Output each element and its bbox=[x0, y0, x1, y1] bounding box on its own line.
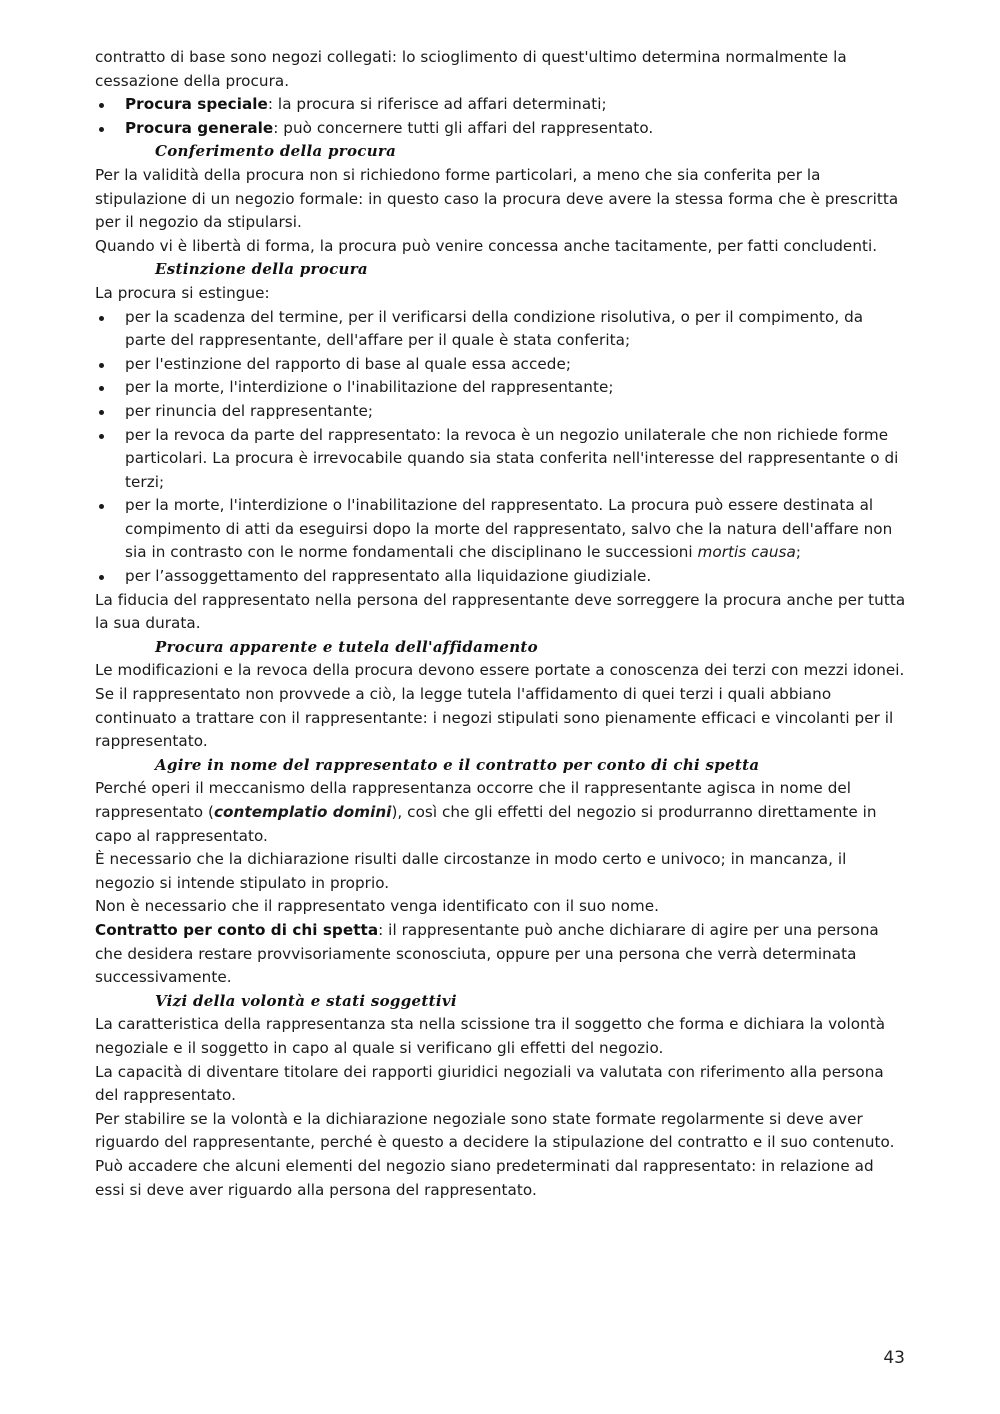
paragraph: Quando vi è libertà di forma, la procura può venire concessa anche tacitamente, per fatti concludenti. bbox=[95, 236, 878, 255]
paragraph: La procura si estingue: bbox=[95, 283, 270, 302]
paragraph: Le modificazioni e la revoca della procura devono essere portate a conoscenza dei terzi con mezzi idonei. bbox=[95, 661, 905, 680]
list-item: per la morte, l'interdizione o l'inabilitazione del rappresentato. La procura può essere destinata al compimento di atti da eseguirsi dopo la morte del rappresentato, salvo che la natura dell'affare non sia in contrasto con le norme fondamentali che disciplinano le successioni mortis causa; bbox=[95, 494, 907, 565]
intro-line-2: cessazione della procura. bbox=[95, 71, 290, 90]
contemplatio-domini-term: contemplatio domini bbox=[213, 803, 392, 821]
paragraph: La fiducia del rappresentato nella persona del rappresentante deve sorreggere la procura anche per tutta la sua durata. bbox=[95, 590, 906, 633]
list-item: per l'estinzione del rapporto di base al quale essa accede; bbox=[95, 353, 907, 377]
section-heading-apparente: Procura apparente e tutela dell'affidamento bbox=[155, 637, 538, 656]
paragraph: Perché operi il meccanismo della rappresentanza occorre che il rappresentante agisca in nome del rappresentato (contemplatio domini), così che gli effetti del negozio si produrranno direttamente in capo al rappresentato. bbox=[95, 779, 877, 845]
list-item: per rinuncia del rappresentante; bbox=[95, 400, 907, 424]
list-item: Procura speciale: la procura si riferisce ad affari determinati; bbox=[95, 93, 907, 117]
document-page bbox=[95, 46, 907, 1202]
paragraph: La caratteristica della rappresentanza sta nella scissione tra il soggetto che forma e dichiara la volontà negoziale e il soggetto in capo al quale si verificano gli effetti del negozio. bbox=[95, 1015, 886, 1057]
paragraph: Per la validità della procura non si richiedono forme particolari, a meno che sia conferita per la stipulazione di un negozio formale: in questo caso la procura deve avere la stessa forma che è prescritta per il negozio da stipularsi. bbox=[95, 165, 899, 232]
section-heading-estinzione: Estinzione della procura bbox=[155, 260, 368, 279]
term: Procura speciale bbox=[125, 95, 268, 114]
paragraph: Contratto per conto di chi spetta: il rappresentante può anche dichiarare di agire per una persona che desidera restare provvisoriamente sconosciuta, oppure per una persona che verrà determinata successivamente. bbox=[95, 920, 879, 987]
section-heading-conferimento: Conferimento della procura bbox=[155, 142, 397, 161]
paragraph: Per stabilire se la volontà e la dichiarazione negoziale sono state formate regolarmente si deve aver riguardo del rappresentante, perché è questo a decidere la stipulazione del contratto e il suo contenuto. bbox=[95, 1109, 895, 1152]
term: Contratto per conto di chi spetta bbox=[95, 920, 379, 939]
intro-line-1: contratto di base sono negozi collegati: lo scioglimento di quest'ultimo determina normalmente la bbox=[95, 48, 847, 66]
list-item: per la scadenza del termine, per il verificarsi della condizione risolutiva, o per il compimento, da parte del rappresentante, dell'affare per il quale è stata conferita; bbox=[95, 306, 907, 353]
page-number: 43 bbox=[883, 1348, 905, 1368]
section-heading-agire: Agire in nome del rappresentato e il contratto per conto di chi spetta bbox=[155, 755, 760, 774]
list-item: per la revoca da parte del rappresentato: la revoca è un negozio unilaterale che non richiede forme particolari. La procura è irrevocabile quando sia stata conferita nell'interesse del rappresentante o di terzi; bbox=[95, 424, 907, 495]
procura-types-list bbox=[95, 93, 907, 140]
paragraph: È necessario che la dichiarazione risulti dalle circostanze in modo certo e univoco; in mancanza, il negozio si intende stipulato in proprio. bbox=[95, 850, 847, 892]
paragraph: La capacità di diventare titolare dei rapporti giuridici negoziali va valutata con riferimento alla persona del rappresentato. bbox=[95, 1062, 884, 1105]
list-item: per l’assoggettamento del rappresentato alla liquidazione giudiziale. bbox=[95, 565, 907, 589]
section-heading-vizi: Vizi della volontà e stati soggettivi bbox=[155, 991, 457, 1010]
estinzione-list bbox=[95, 306, 907, 589]
term: Procura generale bbox=[125, 118, 274, 137]
list-item: Procura generale: può concernere tutti gli affari del rappresentato. bbox=[95, 117, 907, 141]
paragraph: Non è necessario che il rappresentato venga identificato con il suo nome. bbox=[95, 897, 659, 916]
paragraph: Può accadere che alcuni elementi del negozio siano predeterminati dal rappresentato: in relazione ad essi si deve aver riguardo alla persona del rappresentato. bbox=[95, 1156, 874, 1199]
paragraph: Se il rappresentato non provvede a ciò, la legge tutela l'affidamento di quei terzi i quali abbiano continuato a trattare con il rappresentante: i negozi stipulati sono pienamente efficaci e vincolanti per il rappresentato. bbox=[95, 685, 894, 751]
list-item: per la morte, l'interdizione o l'inabilitazione del rappresentante; bbox=[95, 376, 907, 400]
